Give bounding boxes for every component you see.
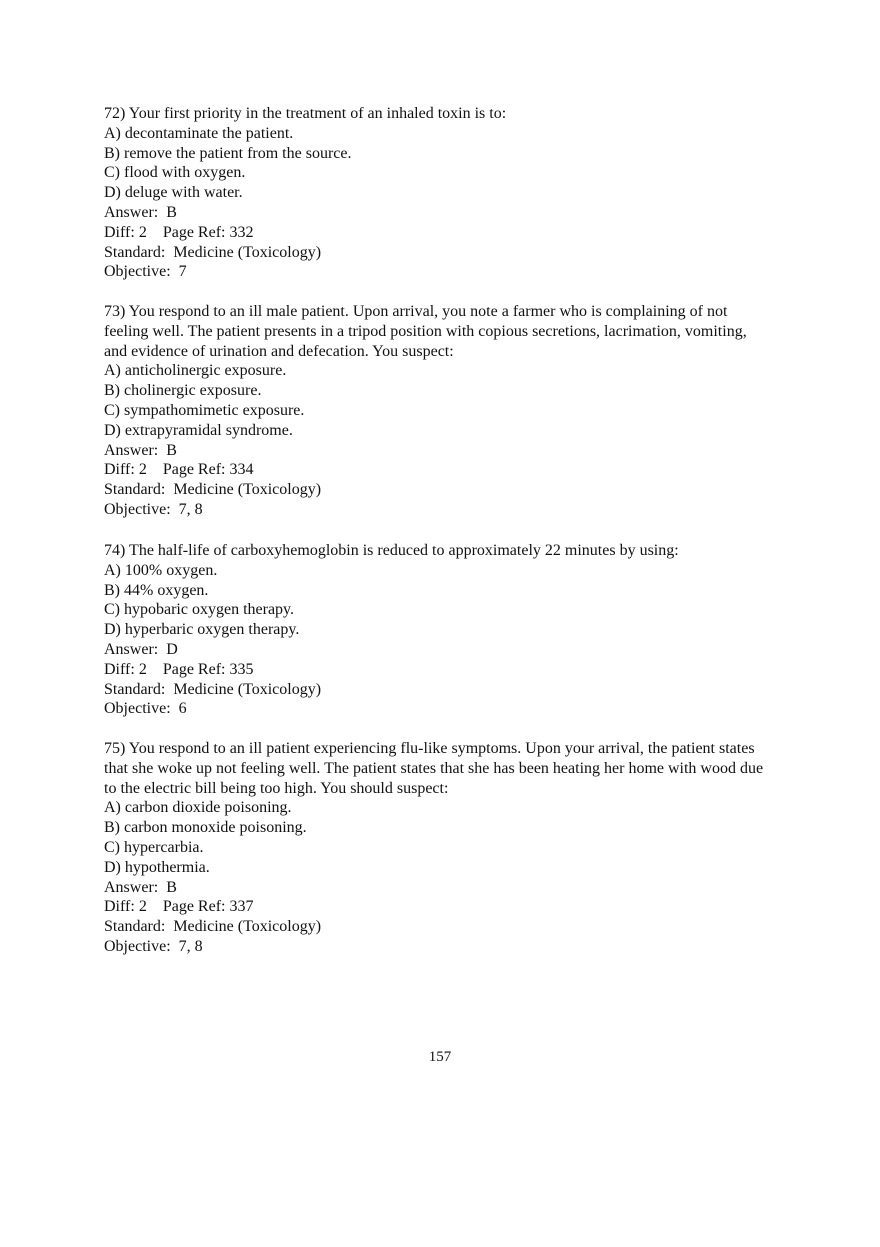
option-c: C) hypercarbia.	[104, 838, 204, 856]
answer: Answer: B	[104, 441, 177, 459]
difficulty-page-ref: Diff: 2 Page Ref: 337	[104, 898, 254, 916]
option-b: B) 44% oxygen.	[104, 581, 209, 599]
option-b: B) carbon monoxide poisoning.	[104, 819, 307, 837]
standard: Standard: Medicine (Toxicology)	[104, 918, 322, 936]
difficulty-page-ref: Diff: 2 Page Ref: 332	[104, 223, 254, 241]
answer: Answer: B	[104, 878, 177, 896]
objective: Objective: 6	[104, 700, 187, 718]
option-a: A) 100% oxygen.	[104, 561, 218, 579]
question-stem: 74) The half-life of carboxyhemoglobin is reduced to approximately 22 minutes by using:	[104, 542, 679, 559]
option-b: B) remove the patient from the source.	[104, 144, 352, 162]
answer: Answer: D	[104, 640, 178, 658]
answer: Answer: B	[104, 203, 177, 221]
option-a: A) decontaminate the patient.	[104, 124, 294, 142]
difficulty-page-ref: Diff: 2 Page Ref: 335	[104, 660, 254, 678]
objective: Objective: 7, 8	[104, 500, 203, 518]
option-d: D) deluge with water.	[104, 184, 243, 202]
option-d: D) hyperbaric oxygen therapy.	[104, 621, 300, 639]
option-d: D) extrapyramidal syndrome.	[104, 421, 293, 439]
page-number: 157	[428, 1049, 452, 1065]
option-a: A) anticholinergic exposure.	[104, 362, 287, 380]
option-a: A) carbon dioxide poisoning.	[104, 799, 292, 817]
question-stem: 72) Your first priority in the treatment of an inhaled toxin is to:	[104, 105, 507, 122]
option-c: C) sympathomimetic exposure.	[104, 401, 305, 419]
question-72	[104, 104, 506, 282]
standard: Standard: Medicine (Toxicology)	[104, 680, 322, 698]
difficulty-page-ref: Diff: 2 Page Ref: 334	[104, 461, 254, 479]
option-c: C) hypobaric oxygen therapy.	[104, 601, 295, 619]
option-c: C) flood with oxygen.	[104, 164, 246, 182]
standard: Standard: Medicine (Toxicology)	[104, 481, 322, 499]
option-d: D) hypothermia.	[104, 858, 210, 876]
question-74	[104, 541, 679, 719]
question-73	[104, 302, 769, 520]
question-75	[104, 739, 769, 957]
objective: Objective: 7, 8	[104, 937, 203, 955]
question-stem: 73) You respond to an ill male patient. Upon arrival, you note a farmer who is complaining of not feeling well. The patient presents in a tripod position with copious secretions, lacrimation, vomiting, and evidence of urination and defecation. You suspect:	[104, 303, 747, 360]
objective: Objective: 7	[104, 263, 187, 281]
option-b: B) cholinergic exposure.	[104, 382, 262, 400]
question-stem: 75) You respond to an ill patient experiencing flu-like symptoms. Upon your arrival, the patient states that she woke up not feeling well. The patient states that she has been heating her home with wood due to the electric bill being too high. You should suspect:	[104, 740, 764, 797]
standard: Standard: Medicine (Toxicology)	[104, 243, 322, 261]
